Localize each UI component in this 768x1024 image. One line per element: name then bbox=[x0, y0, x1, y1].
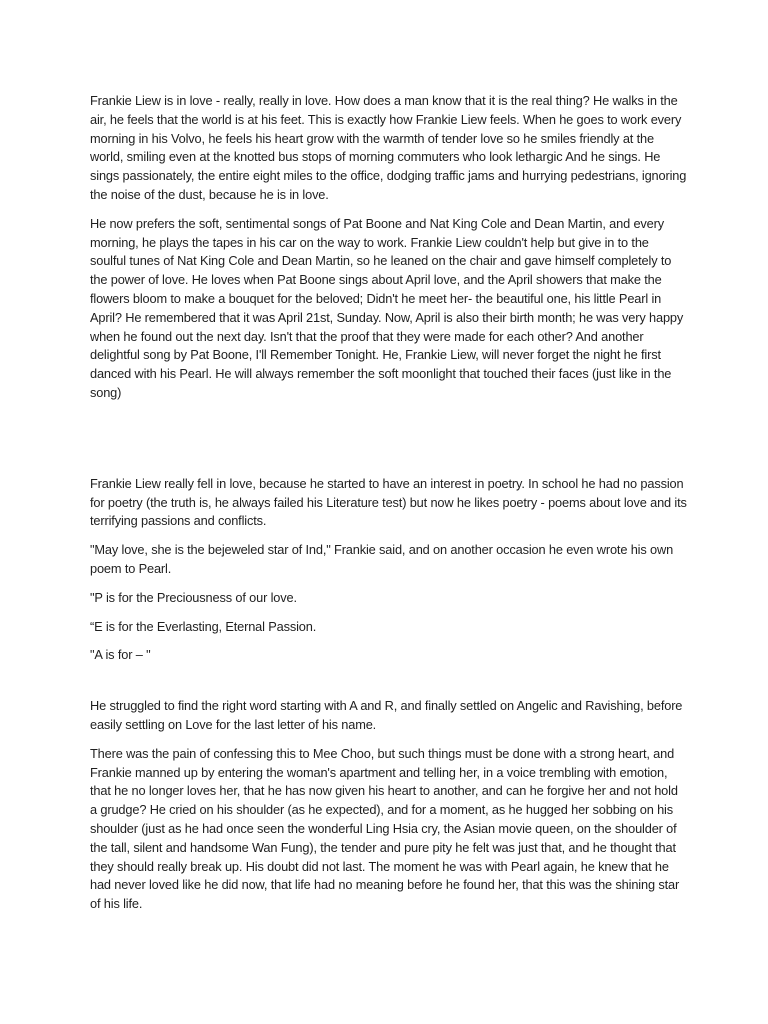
paragraph-3: Frankie Liew really fell in love, because he started to have an interest in poetry. In school he had no passion for poetry (the truth is, he always failed his Literature test) but now he likes poetry - poems about love and its terrifying passions and conflicts. bbox=[90, 475, 687, 529]
paragraph-5: He struggled to find the right word starting with A and R, and finally settled on Angelic and Ravishing, before easily settling on Love for the last letter of his name. bbox=[90, 698, 683, 732]
document-page bbox=[90, 92, 688, 924]
poem-line-a: "A is for – " bbox=[90, 647, 151, 663]
blank-space bbox=[90, 675, 688, 697]
paragraph-1: Frankie Liew is in love - really, really in love. How does a man know that it is the real thing? He walks in the air, he feels that the world is at his feet. This is exactly how Frankie Liew feels. When he goes to work every morning in his Volvo, he feels his heart grow with the warmth of tender love so he smiles friendly at the world, smiling even at the knotted bus stops of morning commuters who look lethargic And he sings. He sings passionately, the entire eight miles to the office, dodging traffic jams and hurrying pedestrians, ignoring the noise of the dust, because he is in love. bbox=[90, 93, 687, 202]
paragraph-4: "May love, she is the bejeweled star of Ind," Frankie said, and on another occasion he even wrote his own poem to Pearl. bbox=[90, 542, 674, 576]
poem-line-e: “E is for the Everlasting, Eternal Passion. bbox=[90, 618, 317, 634]
poem-line-p: "P is for the Preciousness of our love. bbox=[90, 589, 297, 605]
paragraph-6: There was the pain of confessing this to Mee Choo, but such things must be done with a strong heart, and Frankie manned up by entering the woman's apartment and telling her, in a voice trembling with emotion, that he no longer loves her, that he has now given his heart to another, and can he forgive her and not hold a grudge? He cried on his shoulder (as he expected), and for a moment, as he hugged her sobbing on his shoulder (just as he had once seen the wonderful Ling Hsia cry, the Asian movie queen, on the shoulder of the tall, silent and handsome Wan Fung), the tender and pure pity he felt was just that, and he thought that they should really break up. His doubt did not last. The moment he was with Pearl again, he knew that he had never loved like he did now, that life had no meaning before he found her, that this was the shining star of his life. bbox=[90, 745, 680, 912]
paragraph-2: He now prefers the soft, sentimental songs of Pat Boone and Nat King Cole and Dean Martin, and every morning, he plays the tapes in his car on the way to work. Frankie Liew couldn't help but give in to the soulful tunes of Nat King Cole and Dean Martin, so he leaned on the chair and gave himself completely to the power of love. He loves when Pat Boone sings about April love, and the April showers that make the flowers bloom to make a bouquet for the beloved; Didn't he meet her- the beautiful one, his little Pearl in April? He remembered that it was April 21st, Sunday. Now, April is also their birth month; he was very happy when he found out the next day. Isn't that the proof that they were made for each other? And another delightful song by Pat Boone, I'll Remember Tonight. He, Frankie Liew, will never forget the night he first danced with his Pearl. He will always remember the soft moonlight that touched their faces (just like in the song) bbox=[90, 215, 684, 400]
blank-space bbox=[90, 413, 688, 475]
